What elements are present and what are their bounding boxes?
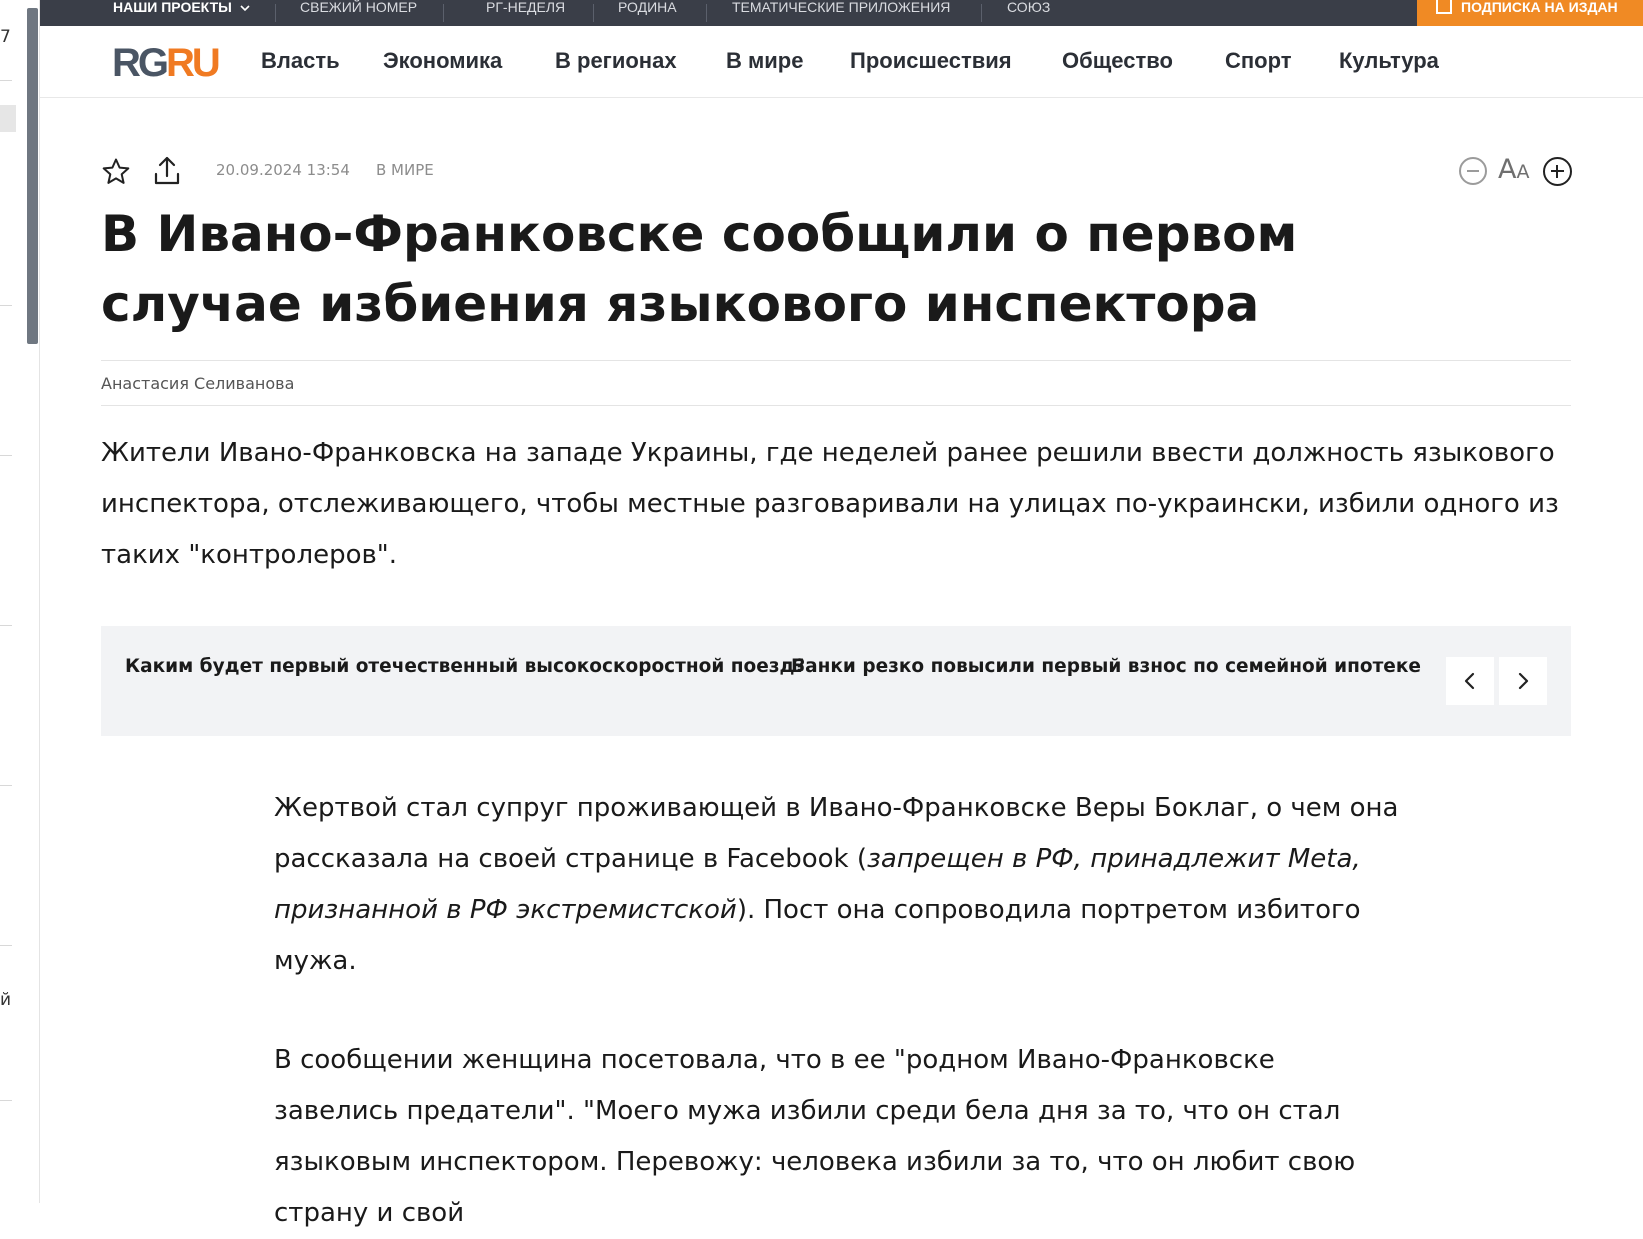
font-size-small-a: A (1516, 161, 1530, 183)
main-navigation (40, 26, 1643, 98)
paragraph-text: ). Пост она сопроводила портретом избитого мужа. (274, 895, 1361, 976)
separator (981, 4, 982, 22)
projects-bar (40, 0, 1643, 26)
nav-item-regions[interactable]: В регионах (555, 48, 677, 73)
nav-item-society[interactable]: Общество (1062, 48, 1173, 73)
rubric-link[interactable]: В МИРЕ (376, 161, 434, 179)
paragraph-italic-note: запрещен в РФ, принадлежит Meta, признанной в РФ экстремистской (274, 844, 1361, 925)
carousel-next-button[interactable] (1499, 657, 1547, 705)
our-projects-label: НАШИ ПРОЕКТЫ (113, 0, 232, 15)
our-projects-menu[interactable] (113, 0, 250, 26)
font-size-label (1498, 154, 1529, 185)
separator (593, 4, 594, 22)
publish-date: 20.09.2024 13:54 (216, 161, 350, 179)
divider (0, 80, 12, 81)
rg-ru-logo[interactable] (112, 43, 218, 83)
share-icon[interactable] (152, 155, 182, 191)
separator (706, 4, 707, 22)
divider (0, 945, 12, 946)
newspaper-icon (1436, 0, 1452, 14)
divider (101, 360, 1571, 361)
chevron-right-icon (1513, 671, 1533, 691)
paragraph-text: Жертвой стал супруг проживающей в Ивано-Франковске Веры Боклаг, о чем она рассказала на своей странице в Facebook ( (274, 793, 1399, 874)
font-decrease-icon[interactable] (1459, 157, 1487, 185)
logo-rg: RG (112, 41, 166, 85)
nav-item-culture[interactable]: Культура (1339, 48, 1439, 73)
nav-item-incidents[interactable]: Происшествия (850, 48, 1012, 73)
related-news-carousel (101, 626, 1571, 736)
link-thematic-supplements[interactable]: ТЕМАТИЧЕСКИЕ ПРИЛОЖЕНИЯ (732, 0, 951, 15)
background-text-fragment: 7 (0, 27, 11, 47)
link-fresh-issue[interactable]: СВЕЖИЙ НОМЕР (300, 0, 418, 15)
chevron-left-icon (1460, 671, 1480, 691)
background-window-edge (0, 0, 40, 1203)
article-title: В Ивано-Франковске сообщили о первом случае избиения языкового инспектора (101, 205, 1298, 333)
article-paragraph (274, 783, 1404, 987)
nav-item-economy[interactable]: Экономика (383, 48, 503, 73)
related-news-item[interactable]: Каким будет первый отечественный высокоскоростной поезд? (125, 656, 806, 677)
font-increase-icon[interactable] (1543, 157, 1572, 186)
nav-item-world[interactable]: В мире (726, 48, 804, 73)
link-rodina[interactable]: РОДИНА (618, 0, 677, 15)
nav-item-power[interactable]: Власть (261, 48, 340, 73)
article-author[interactable]: Анастасия Селиванова (101, 374, 295, 393)
article-lead: Жители Ивано-Франковска на западе Украины, где неделей ранее решили ввести должность языкового инспектора, отслеживающего, чтобы местные разговаривали на улицах по-украински, избили одного из таких "контролеров". (101, 438, 1559, 570)
divider (0, 455, 12, 456)
background-text-fragment: й (0, 990, 12, 1010)
font-size-big-a: A (1498, 154, 1517, 185)
article-paragraph: В сообщении женщина посетовала, что в ее "родном Ивано-Франковске завелись предатели". "Моего мужа избили среди бела дня за то, что он стал языковым инспектором. Перевожу: человека избили за то, что он любит свою страну и свой (274, 1045, 1356, 1228)
link-soyuz[interactable]: СОЮЗ (1007, 0, 1051, 15)
related-news-item[interactable]: Банки резко повысили первый взнос по семейной ипотеке (791, 656, 1421, 677)
bookmark-star-icon[interactable] (101, 157, 131, 191)
separator (443, 4, 444, 22)
carousel-prev-button[interactable] (1446, 657, 1494, 705)
divider (0, 1100, 12, 1101)
divider (0, 785, 12, 786)
divider (0, 625, 12, 626)
subscribe-button[interactable] (1417, 0, 1643, 26)
nav-item-sport[interactable]: Спорт (1225, 48, 1292, 73)
link-rg-week[interactable]: РГ-НЕДЕЛЯ (486, 0, 566, 15)
scrollbar-thumb[interactable] (27, 8, 38, 344)
divider (0, 305, 12, 306)
chevron-down-icon (240, 4, 250, 12)
subscribe-label: ПОДПИСКА НА ИЗДАН (1461, 0, 1618, 15)
logo-ru: RU (166, 41, 218, 85)
divider (101, 405, 1571, 406)
separator (275, 4, 276, 22)
background-window-block (0, 105, 16, 132)
